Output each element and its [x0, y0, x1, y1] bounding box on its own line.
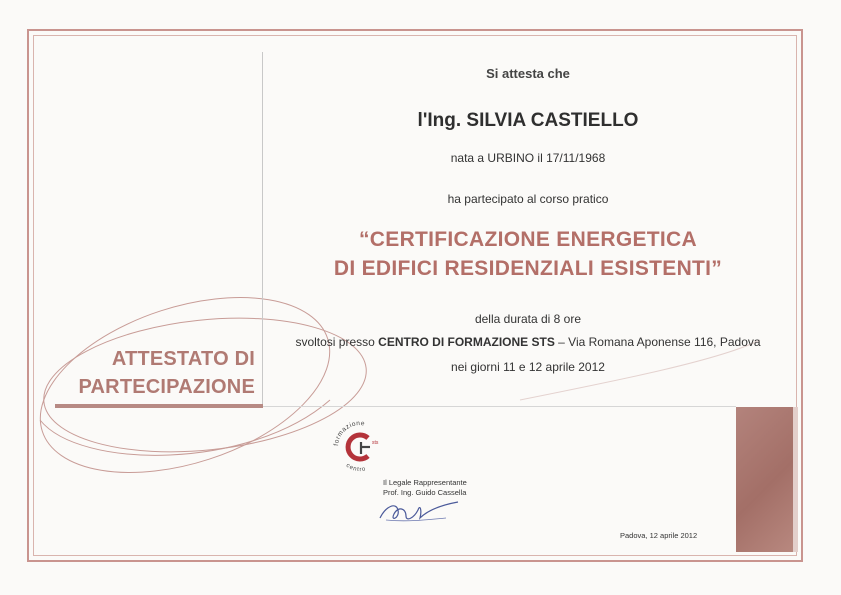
signature-icon	[376, 496, 466, 526]
place-and-date: Padova, 12 aprile 2012	[620, 531, 698, 540]
course-title-line2: DI EDIFICI RESIDENZIALI ESISTENTI”	[333, 257, 723, 280]
signatory-role: Il Legale Rappresentante	[383, 478, 467, 487]
title-underline	[55, 404, 263, 408]
intro-text: Si attesta che	[486, 66, 570, 81]
svg-text:sts: sts	[372, 440, 379, 446]
venue-text	[263, 335, 793, 349]
decorative-block-edge	[793, 407, 798, 552]
signatory-name: Prof. Ing. Guido Cassella	[383, 488, 467, 497]
signatory-block	[383, 478, 467, 498]
certificate-title-line2: PARTECIPAZIONE	[78, 376, 255, 398]
course-title-line1: “CERTIFICAZIONE ENERGETICA	[359, 228, 697, 251]
course-dates: nei giorni 11 e 12 aprile 2012	[451, 360, 605, 374]
duration-text: della durata di 8 ore	[474, 312, 582, 326]
certificate-title-line1: ATTESTATO DI	[111, 348, 255, 370]
venue-name: CENTRO DI FORMAZIONE STS	[378, 335, 555, 349]
recipient-name: l'Ing. SILVIA CASTIELLO	[417, 110, 639, 131]
sts-formazione-logo-icon	[328, 414, 388, 474]
svg-text:centro: centro	[344, 462, 367, 474]
venue-prefix: svoltosi presso	[295, 335, 379, 349]
birth-info: nata a URBINO il 17/11/1968	[450, 151, 606, 165]
participation-text: ha partecipato al corso pratico	[447, 192, 609, 206]
svg-text:formazione: formazione	[332, 420, 366, 447]
venue-suffix: – Via Romana Aponense 116, Padova	[554, 335, 761, 349]
horizontal-divider	[263, 406, 736, 407]
certificate-title	[78, 345, 255, 401]
decorative-block	[736, 407, 793, 552]
